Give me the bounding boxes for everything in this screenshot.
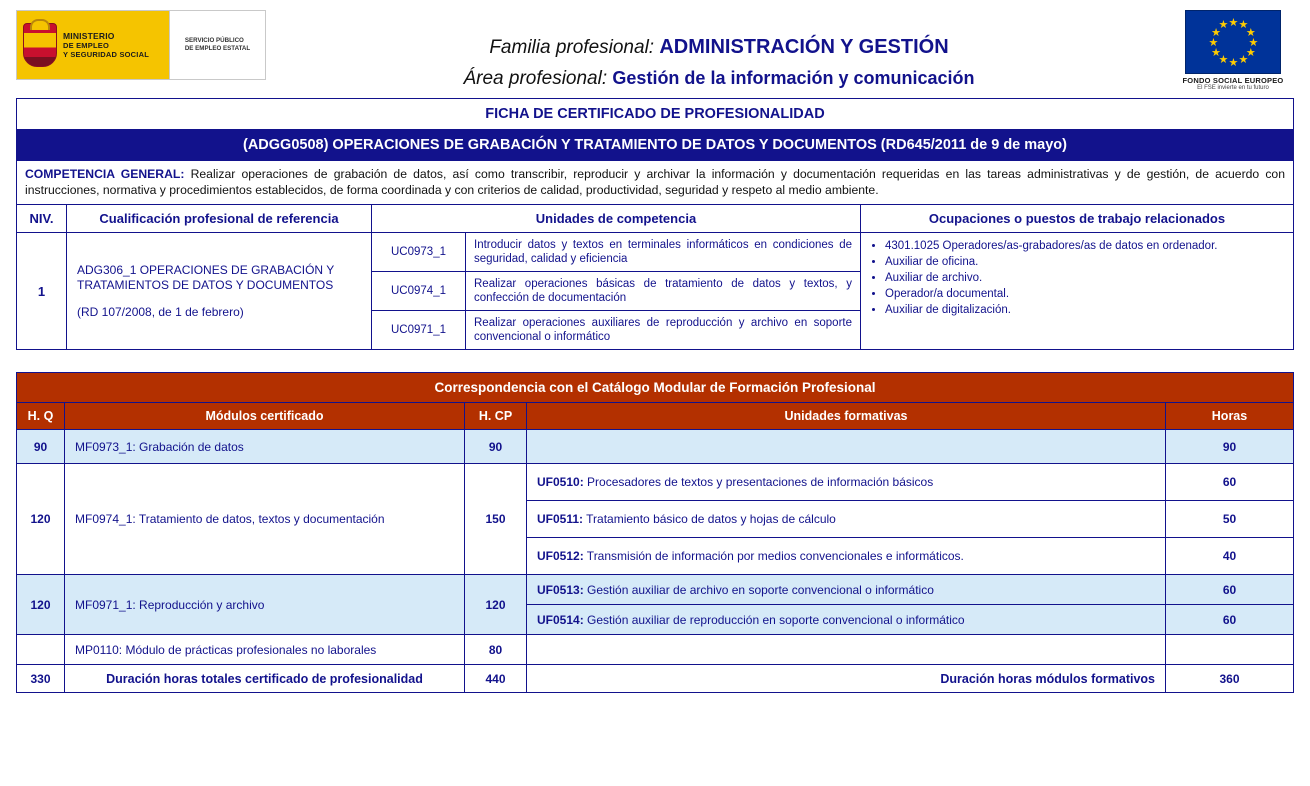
- eu-star-icon: ★: [1245, 46, 1256, 59]
- uf-code-2-0: UF0513:: [537, 582, 584, 597]
- cualificacion-rd: (RD 107/2008, de 1 de febrero): [77, 304, 244, 319]
- uf-horas-1-0: 60: [1166, 464, 1294, 501]
- eu-star-icon: ★: [1218, 53, 1229, 66]
- uc-code-2: UC0971_1: [372, 311, 466, 350]
- sepe-line-1: SERVICIO PÚBLICO: [184, 37, 244, 44]
- correspondencia-title: Correspondencia con el Catálogo Modular de Formación Profesional: [17, 373, 1294, 403]
- header-horas: Horas: [1166, 403, 1294, 430]
- eu-star-icon: ★: [1238, 19, 1249, 32]
- uf-horas-3-0: [1166, 635, 1294, 665]
- sepe-logo-text: [185, 37, 250, 53]
- header-titles: [266, 10, 1172, 94]
- hcp-value-1: 150: [465, 464, 527, 575]
- table-row: [17, 99, 1294, 130]
- modular-catalog-table: [16, 372, 1294, 693]
- eu-star-icon: ★: [1211, 26, 1222, 39]
- uf-text-1-2: Transmisión de información por medios convencionales e informáticos.: [583, 549, 964, 563]
- ministry-logo-block: [17, 11, 169, 79]
- total-hcp: 440: [465, 665, 527, 693]
- hq-value-0: 90: [17, 430, 65, 464]
- uf-code-1-2: UF0512:: [537, 549, 584, 563]
- uf-text-2-0: Gestión auxiliar de archivo en soporte convencional o informático: [583, 582, 934, 597]
- header-ocupaciones: Ocupaciones o puestos de trabajo relacionados: [861, 205, 1294, 233]
- familia-profesional-line: [266, 32, 1172, 63]
- area-label: Área profesional:: [463, 68, 608, 89]
- uf-cell-0-0: [527, 430, 1166, 464]
- eu-star-icon: ★: [1228, 56, 1239, 69]
- certificate-info-table: [16, 98, 1294, 350]
- familia-value: ADMINISTRACIÓN Y GESTIÓN: [659, 36, 949, 58]
- table-row: [17, 635, 1294, 665]
- fse-subtitle: El FSE invierte en tu futuro: [1197, 85, 1269, 91]
- certificate-code-bar: (ADGG0508) OPERACIONES DE GRABACIÓN Y TRATAMIENTO DE DATOS Y DOCUMENTOS (RD645/2011 de 9 de mayo): [17, 130, 1294, 161]
- total-label-right: Duración horas módulos formativos: [527, 665, 1166, 693]
- document-header: [16, 10, 1294, 98]
- uf-code-1-0: UF0510:: [537, 475, 584, 489]
- uc-text-0: Introducir datos y textos en terminales informáticos en condiciones de seguridad, calidad y eficiencia: [466, 233, 861, 272]
- eu-star-icon: ★: [1238, 53, 1249, 66]
- uf-cell-1-0: [527, 464, 1166, 501]
- eu-star-icon: ★: [1248, 36, 1259, 49]
- header-unidades-competencia: Unidades de competencia: [372, 205, 861, 233]
- cualificacion-cell: [67, 233, 372, 350]
- uc-text-2: Realizar operaciones auxiliares de reproducción y archivo en soporte convencional o informático: [466, 311, 861, 350]
- eu-star-icon: ★: [1228, 16, 1239, 29]
- total-label-left: Duración horas totales certificado de profesionalidad: [65, 665, 465, 693]
- header-cualificacion: Cualificación profesional de referencia: [67, 205, 372, 233]
- modulo-name-2: MF0971_1: Reproducción y archivo: [65, 575, 465, 635]
- ministry-line-3: Y SEGURIDAD SOCIAL: [63, 49, 149, 59]
- list-item: • Auxiliar de archivo.: [885, 271, 1283, 286]
- ficha-title: FICHA DE CERTIFICADO DE PROFESIONALIDAD: [17, 99, 1294, 130]
- familia-label: Familia profesional:: [489, 37, 655, 58]
- hq-value-1: 120: [17, 464, 65, 575]
- european-union-flag-icon: [1185, 10, 1281, 74]
- table-row: [17, 233, 1294, 272]
- list-item: • 4301.1025 Operadores/as-grabadores/as de datos en ordenador.: [885, 239, 1283, 254]
- ministry-logo: [16, 10, 266, 80]
- modulo-name-3: MP0110: Módulo de prácticas profesionales no laborales: [65, 635, 465, 665]
- eu-star-icon: ★: [1211, 46, 1222, 59]
- uf-code-2-1: UF0514:: [537, 612, 584, 627]
- table-row: [17, 464, 1294, 501]
- total-hq: 330: [17, 665, 65, 693]
- competencia-general-text: Realizar operaciones de grabación de datos, así como transcribir, reproducir y archivar la información y documentación requeridas en las tareas administrativas y de gestión, de acuerdo con instrucciones, normativa y procedimientos establecidos, de forma coordinada y con criterios de calidad, productividad, seguridad y respeto al medio ambiente.: [25, 167, 1285, 197]
- uf-text-1-0: Procesadores de textos y presentaciones de información básicos: [583, 475, 934, 489]
- header-modulos: Módulos certificado: [65, 403, 465, 430]
- total-horas: 360: [1166, 665, 1294, 693]
- sepe-logo-block: [169, 11, 265, 79]
- ministry-line-2: DE EMPLEO: [63, 40, 109, 50]
- uf-cell-3-0: [527, 635, 1166, 665]
- table-row: [17, 130, 1294, 161]
- uf-horas-1-2: 40: [1166, 538, 1294, 575]
- competencia-general-label: COMPETENCIA GENERAL:: [25, 167, 185, 181]
- ministry-line-1: MINISTERIO: [63, 30, 115, 41]
- table-row: [17, 403, 1294, 430]
- table-row: [17, 161, 1294, 205]
- table-row: [17, 575, 1294, 605]
- table-row: [17, 430, 1294, 464]
- table-row: [17, 373, 1294, 403]
- uf-cell-2-1: [527, 605, 1166, 635]
- list-item: • Operador/a documental.: [885, 287, 1283, 302]
- area-value: Gestión de la información y comunicación: [612, 68, 975, 88]
- header-unidades-formativas: Unidades formativas: [527, 403, 1166, 430]
- modulo-name-0: MF0973_1: Grabación de datos: [65, 430, 465, 464]
- spain-coat-of-arms-icon: [23, 23, 57, 67]
- uf-text-2-1: Gestión auxiliar de reproducción en soporte convencional o informático: [583, 612, 965, 627]
- ocupaciones-cell: [861, 233, 1294, 350]
- uf-cell-2-0: [527, 575, 1166, 605]
- uf-horas-0-0: 90: [1166, 430, 1294, 464]
- uc-text-1: Realizar operaciones básicas de tratamiento de datos y textos, y confección de documentación: [466, 272, 861, 311]
- hcp-value-0: 90: [465, 430, 527, 464]
- table-spacer: [16, 350, 1294, 372]
- list-item: • Auxiliar de oficina.: [885, 255, 1283, 270]
- hcp-value-2: 120: [465, 575, 527, 635]
- uf-cell-1-1: [527, 501, 1166, 538]
- hq-value-3: [17, 635, 65, 665]
- hq-value-2: 120: [17, 575, 65, 635]
- uf-horas-1-1: 50: [1166, 501, 1294, 538]
- header-hcp: H. CP: [465, 403, 527, 430]
- fse-logo: [1172, 10, 1294, 91]
- cualificacion-nombre: ADG306_1 OPERACIONES DE GRABACIÓN Y TRATAMIENTOS DE DATOS Y DOCUMENTOS: [77, 262, 334, 292]
- header-niv: NIV.: [17, 205, 67, 233]
- eu-star-icon: ★: [1218, 19, 1229, 32]
- uf-cell-1-2: [527, 538, 1166, 575]
- uf-horas-2-0: 60: [1166, 575, 1294, 605]
- uf-horas-2-1: 60: [1166, 605, 1294, 635]
- competencia-general-cell: [17, 161, 1294, 205]
- area-profesional-line: [266, 63, 1172, 94]
- header-hq: H. Q: [17, 403, 65, 430]
- fse-title: FONDO SOCIAL EUROPEO: [1182, 76, 1284, 85]
- modulo-name-1: MF0974_1: Tratamiento de datos, textos y documentación: [65, 464, 465, 575]
- ocupaciones-list: [867, 239, 1283, 318]
- ministry-logo-text: [63, 32, 149, 59]
- uf-code-1-1: UF0511:: [537, 512, 584, 526]
- nivel-value: 1: [17, 233, 67, 350]
- uc-code-1: UC0974_1: [372, 272, 466, 311]
- table-row: [17, 205, 1294, 233]
- eu-star-icon: ★: [1208, 36, 1219, 49]
- hcp-value-3: 80: [465, 635, 527, 665]
- uf-text-1-1: Tratamiento básico de datos y hojas de cálculo: [583, 512, 836, 526]
- table-row-totals: [17, 665, 1294, 693]
- eu-star-icon: ★: [1245, 26, 1256, 39]
- list-item: • Auxiliar de digitalización.: [885, 303, 1283, 318]
- sepe-line-2: DE EMPLEO ESTATAL: [184, 45, 251, 52]
- uc-code-0: UC0973_1: [372, 233, 466, 272]
